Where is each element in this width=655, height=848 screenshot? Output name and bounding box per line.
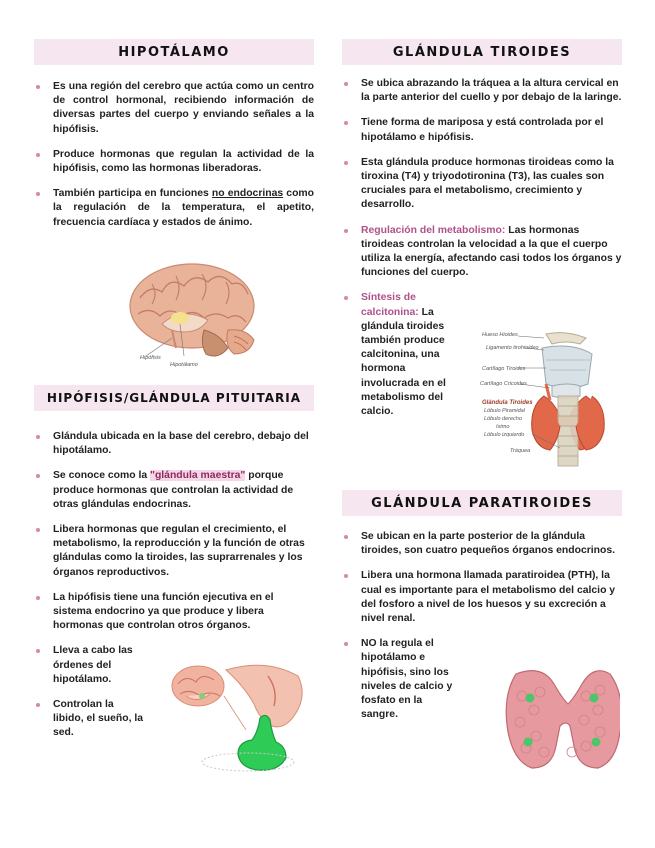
parathyroid-illustration	[500, 656, 620, 774]
list-item: Se ubican en la parte posterior de la glándula tiroides, son cuatro pequeños órganos endocrinos.	[342, 530, 622, 558]
text: Las hormonas tiroideas controlan la velocidad a la que el cuerpo utiliza la energía, afectando casi todos los órganos y funciones del cuerpo.	[361, 224, 622, 279]
list-item: Glándula ubicada en la base del cerebro, debajo del hipotálamo.	[34, 430, 314, 458]
section-title: HIPÓFISIS/GLÁNDULA PITUITARIA	[46, 391, 302, 405]
list-item: Tiene forma de mariposa y está controlada por el hipotálamo e hipófisis.	[342, 116, 622, 144]
thyroid-illustration	[480, 330, 620, 468]
section-header-tiroides	[342, 39, 622, 65]
list-item	[34, 187, 314, 230]
underlined-text: no endocrinas	[211, 188, 284, 200]
list-item: Controlan la libido, el sueño, la sed.	[34, 698, 145, 741]
figure-label: Istmo	[496, 424, 510, 430]
section-header-hipotalamo	[34, 39, 314, 65]
list-item: Libera una hormona llamada paratiroidea (PTH), la cual es importante para el metabolismo del calcio y del fosforo a nivel de los huesos y su excreción a nivel renal.	[342, 569, 622, 626]
list-item: Produce hormonas que regulan la actividad de la hipófisis, como las hormonas liberadoras.	[34, 148, 314, 176]
figure-label: Hueso Hioides	[482, 332, 518, 338]
section-title: HIPOTÁLAMO	[118, 44, 230, 60]
text: La glándula tiroides también produce calcitonina, una hormona involucrada en el metabolismo del calcio.	[361, 306, 446, 418]
section-header-hipofisis	[34, 385, 314, 411]
figure-label: Tráquea	[510, 448, 531, 454]
figure-label: Lóbulo derecho	[484, 416, 522, 422]
section-title: GLÁNDULA PARATIROIDES	[371, 495, 593, 511]
list-item: NO la regula el hipotálamo e hipófisis, sino los niveles de calcio y fosfato en la sangre.	[342, 637, 461, 722]
figure-label: Ligamento tirohioideo	[486, 345, 539, 351]
text: También participa en funciones	[53, 188, 212, 200]
figure-label: Lóbulo Piramidal	[484, 408, 525, 414]
figure-label: Cartílago Tiroides	[482, 366, 526, 372]
highlighted-text: "glándula maestra"	[150, 470, 246, 482]
list-item	[342, 224, 622, 281]
list-item: Se ubica abrazando la tráquea a la altura cervical en la parte anterior del cuello y por debajo de la laringe.	[342, 77, 622, 105]
list-item: La hipófisis tiene una función ejecutiva en el sistema endocrino ya que produce y libera hormonas que controlan otros órganos.	[34, 591, 314, 634]
list-item	[342, 291, 451, 419]
list-item	[34, 469, 314, 512]
list-item: Lleva a cabo las órdenes del hipotálamo.	[34, 644, 145, 687]
figure-label: Cartílago Cricoides	[480, 381, 527, 387]
figure-label: Glándula Tiroides	[482, 400, 533, 406]
list-item: Esta glándula produce hormonas tiroideas como la tiroxina (T4) y triyodotironina (T3), las cuales son cruciales para el metabolismo, crecimiento y desarrollo.	[342, 156, 622, 213]
text: Se conoce como la	[53, 470, 151, 482]
item-lead: Síntesis de calcitonina:	[361, 292, 419, 318]
figure-label: Lóbulo izquierdo	[484, 432, 525, 438]
list-item: Libera hormonas que regulan el crecimiento, el metabolismo, la reproducción y la función de otras glándulas como la tiroides, las suprarrenales y los órganos reproductivos.	[34, 523, 314, 580]
list-item: Es una región del cerebro que actúa como un centro de control hormonal, recibiendo información de diversas partes del cuerpo y enviando señales a la hipófisis.	[34, 80, 314, 137]
brain-illustration	[122, 258, 262, 370]
pituitary-illustration	[168, 656, 314, 774]
section-header-paratiroides	[342, 490, 622, 516]
figure-label-hipotalamo: Hipotálamo	[170, 362, 198, 368]
text: porque produce hormonas que controlan la actividad de otras glándulas endocrinas.	[53, 470, 294, 510]
figure-label-hipofisis: Hipófisis	[140, 355, 161, 361]
section-title: GLÁNDULA TIROIDES	[392, 44, 572, 60]
text: como la regulación de la temperatura, el apetito, frecuencia cardíaca y estados de ánimo.	[53, 188, 314, 228]
hipotalamo-list	[34, 80, 314, 241]
item-lead: Regulación del metabolismo:	[361, 224, 506, 236]
